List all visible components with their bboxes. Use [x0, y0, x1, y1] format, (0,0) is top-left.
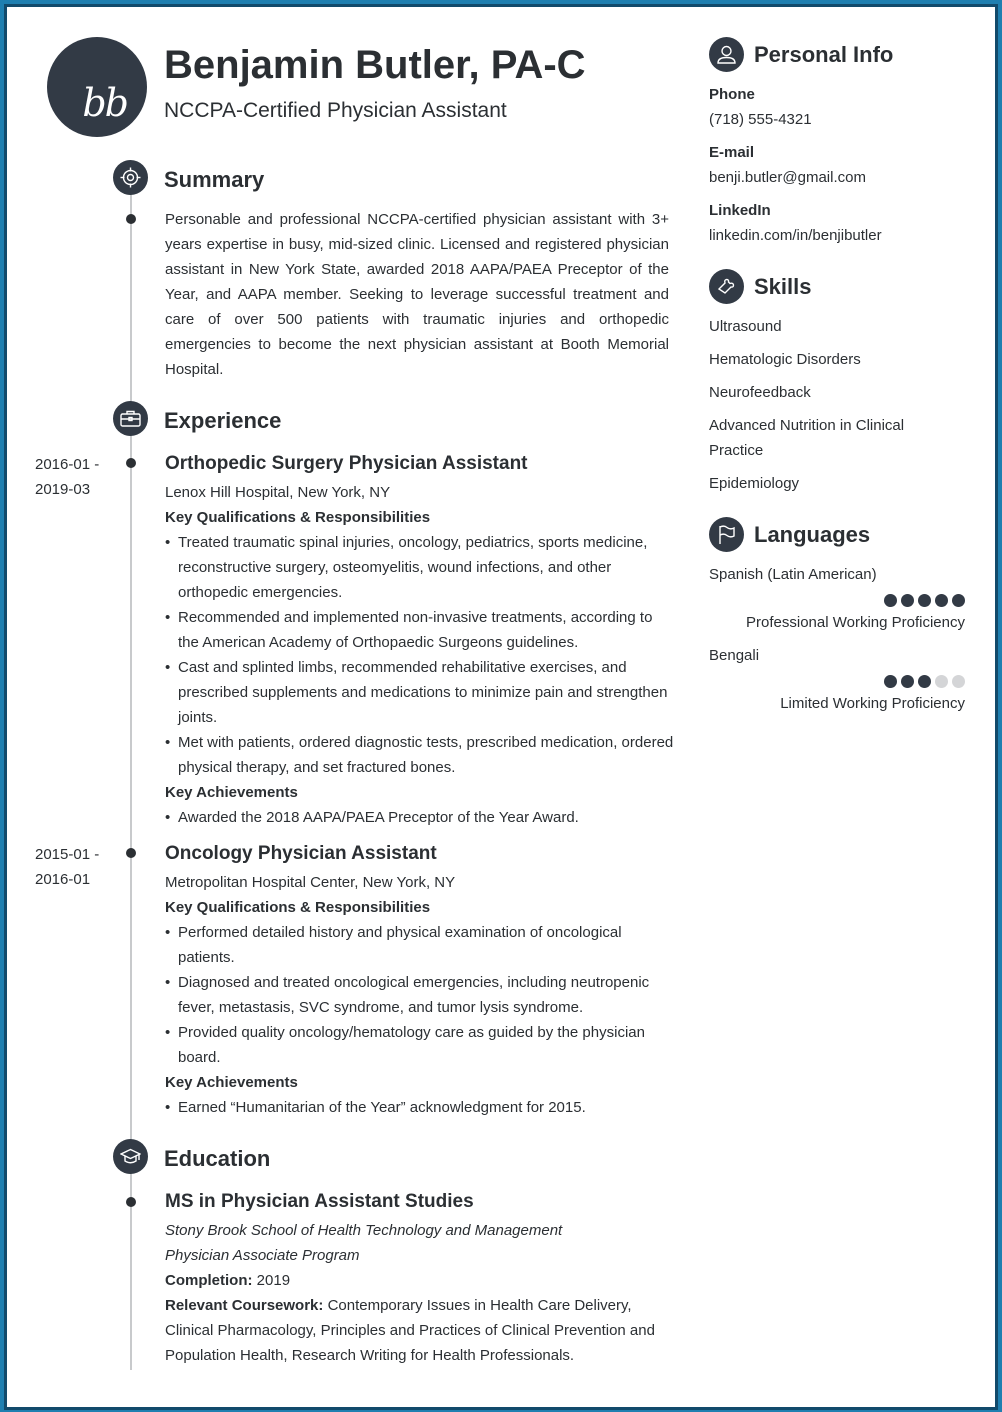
rating-dot-filled: [935, 594, 948, 607]
rating-dot-filled: [901, 675, 914, 688]
rating-dot-empty: [952, 675, 965, 688]
skill-item: Neurofeedback: [709, 384, 811, 401]
achievement-list: [165, 805, 675, 830]
rating-dot-filled: [918, 675, 931, 688]
job-organization: Metropolitan Hospital Center, New York, NY: [165, 874, 456, 891]
experience-heading: Experience: [164, 408, 282, 433]
avatar: [47, 37, 147, 137]
timeline-dot: [126, 214, 136, 224]
job-date-start: 2015-01 -: [35, 846, 100, 863]
education-entry: [165, 1190, 675, 1368]
language-level: Limited Working Proficiency: [780, 695, 965, 712]
job-entry: [165, 452, 675, 830]
coursework-value: Contemporary Issues in Health Care Delivery, Clinical Pharmacology, Principles and Practices of Clinical Prevention and Population Health, Research Writing for Health Professionals.: [165, 1297, 655, 1364]
list-item: • Provided quality oncology/hematology care as guided by the physician board.: [165, 1020, 675, 1070]
qualifications-heading: Key Qualifications & Responsibilities: [165, 899, 431, 916]
list-item: • Diagnosed and treated oncological emergencies, including neutropenic fever, metastasis, SVC syndrome, and tumor lysis syndrome.: [165, 970, 675, 1020]
list-item: • Performed detailed history and physical examination of oncological patients.: [165, 920, 675, 970]
school-name: Stony Brook School of Health Technology and Management: [165, 1222, 563, 1239]
skill-item: Hematologic Disorders: [709, 351, 861, 368]
phone-label: Phone: [709, 86, 755, 103]
job-date: [35, 842, 115, 892]
resume-page: [4, 4, 998, 1410]
summary-text: Personable and professional NCCPA-certified physician assistant with 3+ years expertise in busy, mid-sized clinic. Licensed and registered physician assistant in New York State, awarded 2018 AAPA/PAEA Preceptor of the Year, and AAPA member. Seeking to leverage successful treatment and care of over 500 patients with traumatic injuries and orthopedic emergencies to become the next physician assistant at Booth Memorial Hospital.: [165, 211, 669, 378]
skill-item: Ultrasound: [709, 318, 782, 335]
language-level: Professional Working Proficiency: [746, 614, 965, 631]
timeline-dot: [126, 848, 136, 858]
rating-dot-empty: [935, 675, 948, 688]
degree-title: MS in Physician Assistant Studies: [165, 1191, 474, 1212]
language-rating: [884, 594, 965, 607]
responsibility-list: [165, 920, 675, 1070]
person-icon: [709, 37, 744, 72]
email-value: benji.butler@gmail.com: [709, 169, 866, 186]
list-item: • Cast and splinted limbs, recommended rehabilitative exercises, and prescribed supplements and medications to minimize pain and strengthen joints.: [165, 655, 675, 730]
list-item: • Earned “Humanitarian of the Year” acknowledgment for 2015.: [165, 1095, 675, 1120]
job-date: [35, 452, 115, 502]
avatar-initials: bb: [82, 81, 127, 125]
rating-dot-filled: [952, 594, 965, 607]
list-item: • Treated traumatic spinal injuries, oncology, pediatrics, sports medicine, reconstructive surgery, osteomyelitis, wound infections, and other orthopedic emergencies.: [165, 530, 675, 605]
qualifications-heading: Key Qualifications & Responsibilities: [165, 509, 431, 526]
job-title: Orthopedic Surgery Physician Assistant: [165, 453, 528, 474]
linkedin-label: LinkedIn: [709, 202, 771, 219]
completion-label: Completion:: [165, 1272, 253, 1289]
skills-heading: Skills: [754, 274, 812, 299]
list-item: • Awarded the 2018 AAPA/PAEA Preceptor of the Year Award.: [165, 805, 675, 830]
job-date-start: 2016-01 -: [35, 456, 100, 473]
linkedin-value: linkedin.com/in/benjibutler: [709, 227, 882, 244]
rating-dot-filled: [918, 594, 931, 607]
summary-icon: [113, 160, 148, 195]
rating-dot-filled: [884, 594, 897, 607]
completion-line: [165, 1268, 675, 1293]
responsibility-list: [165, 530, 675, 780]
flag-icon: [709, 517, 744, 552]
candidate-subtitle: NCCPA-Certified Physician Assistant: [164, 99, 507, 122]
languages-heading: Languages: [754, 522, 871, 547]
language-rating: [884, 675, 965, 688]
education-heading: Education: [164, 1146, 271, 1171]
program-name: Physician Associate Program: [165, 1247, 360, 1264]
job-date-end: 2016-01: [35, 871, 91, 888]
skills-list: [709, 314, 949, 496]
rating-dot-filled: [884, 675, 897, 688]
rating-dot-filled: [901, 594, 914, 607]
list-item: • Recommended and implemented non-invasive treatments, according to the American Academy of Orthopaedic Surgeons guidelines.: [165, 605, 675, 655]
summary-heading: Summary: [164, 167, 265, 192]
graduation-cap-icon: [113, 1139, 148, 1174]
candidate-name: Benjamin Butler, PA-C: [164, 43, 586, 87]
skill-item: Epidemiology: [709, 475, 800, 492]
job-title: Oncology Physician Assistant: [165, 843, 437, 864]
skill-item: Advanced Nutrition in Clinical Practice: [709, 417, 905, 459]
achievements-heading: Key Achievements: [165, 1074, 298, 1091]
timeline-line: [130, 180, 132, 1370]
completion-value: 2019: [256, 1272, 291, 1289]
language-name: Spanish (Latin American): [709, 566, 877, 583]
email-label: E-mail: [709, 144, 755, 161]
language-name: Bengali: [709, 647, 760, 664]
coursework-line: [165, 1293, 675, 1368]
puzzle-icon: [709, 269, 744, 304]
personal-info-heading: Personal Info: [754, 42, 894, 67]
achievement-list: [165, 1095, 675, 1120]
list-item: • Met with patients, ordered diagnostic tests, prescribed medication, ordered physical therapy, and set fractured bones.: [165, 730, 675, 780]
timeline-dot: [126, 458, 136, 468]
coursework-label: Relevant Coursework:: [165, 1297, 324, 1314]
job-entry: [165, 842, 675, 1120]
job-organization: Lenox Hill Hospital, New York, NY: [165, 484, 391, 501]
job-date-end: 2019-03: [35, 481, 91, 498]
briefcase-icon: [113, 401, 148, 436]
phone-value: (718) 555-4321: [709, 111, 812, 128]
timeline-dot: [126, 1197, 136, 1207]
achievements-heading: Key Achievements: [165, 784, 298, 801]
